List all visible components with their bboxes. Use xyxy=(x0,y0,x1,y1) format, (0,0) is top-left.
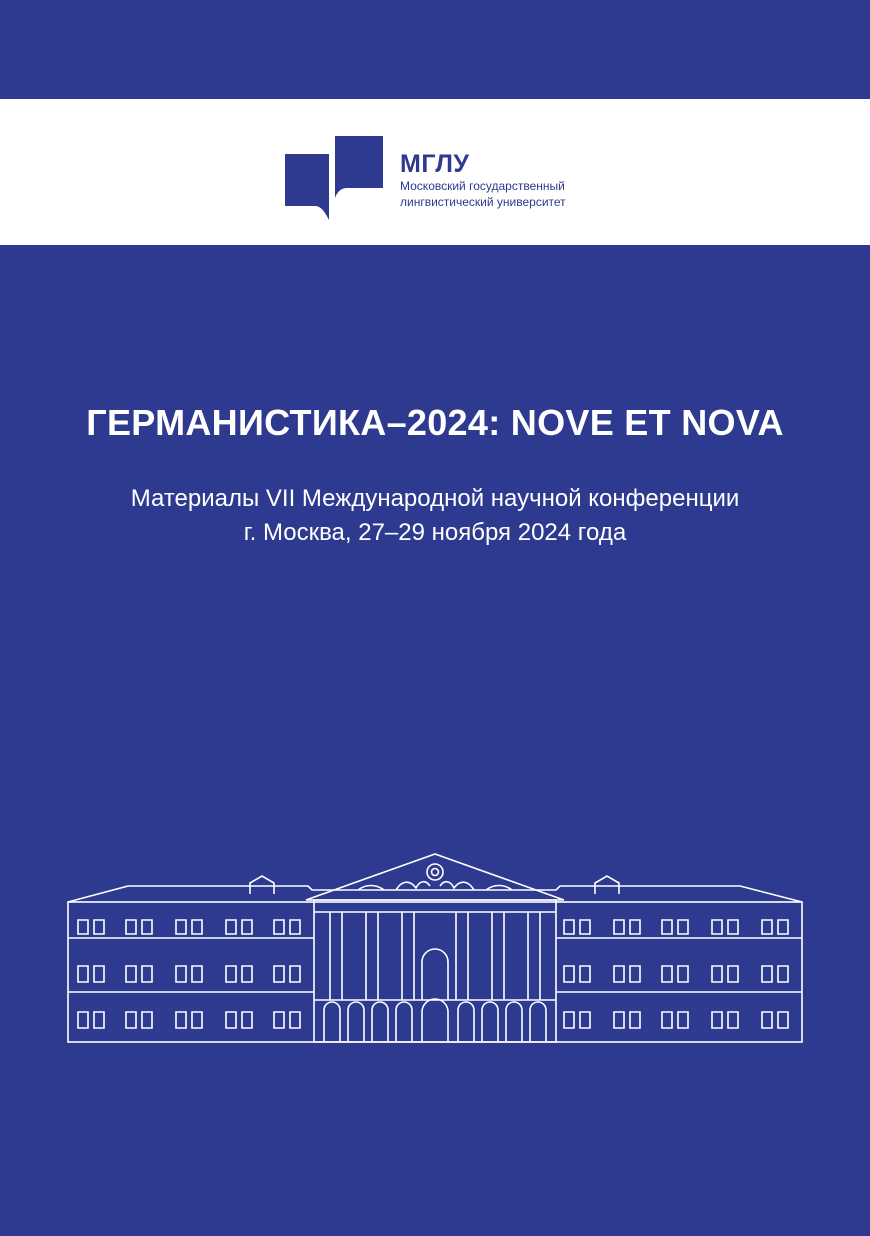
logo-band xyxy=(0,99,870,245)
subtitle-line1: Материалы VII Международной научной конференции xyxy=(130,485,740,512)
logo-abbreviation: МГЛУ xyxy=(400,150,470,178)
book-speech-bubble-icon xyxy=(285,136,383,220)
logo-full-name-line2: лингвистический университет xyxy=(400,195,566,209)
conference-title: ГЕРМАНИСТИКА–2024: NOVE ET NOVA xyxy=(86,402,784,443)
subtitle-line2: г. Москва, 27–29 ноября 2024 года xyxy=(243,519,627,546)
conference-subtitle xyxy=(0,482,870,550)
logo-full-name-line1: Московский государственный xyxy=(400,179,565,193)
logo-text xyxy=(400,151,566,209)
university-building-icon xyxy=(66,850,804,1046)
